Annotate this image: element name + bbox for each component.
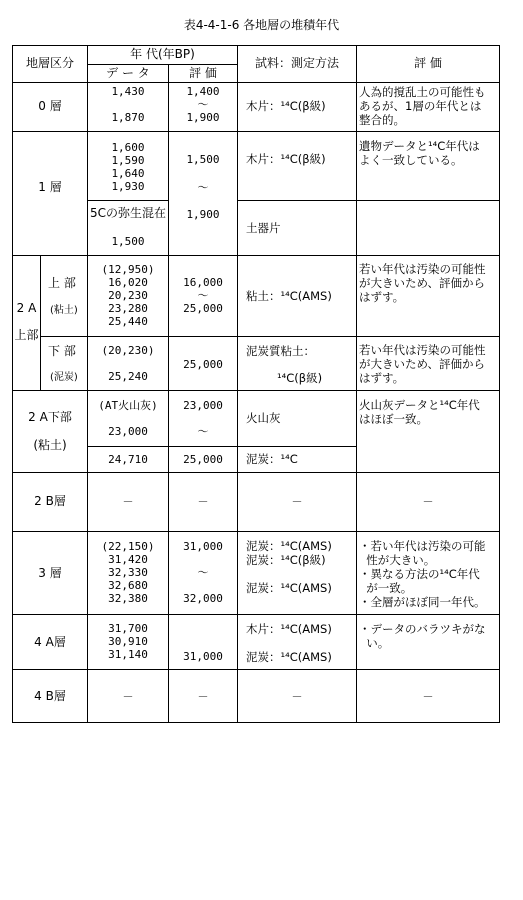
assessment-text: ・データのバラツキがな い。 — [359, 622, 486, 650]
age-data: (20,230) 25,240 — [101, 344, 155, 383]
assessment-text: 人為的撹乱土の可能性も あるが、1層の年代とは 整合的。 — [359, 85, 486, 127]
age-evaluation: － — [197, 690, 209, 703]
age-data: 24,710 — [108, 453, 148, 466]
age-data: (AT火山灰) 23,000 — [98, 399, 158, 438]
mixed-sample-note: 5Cの弥生混在 — [90, 206, 167, 220]
sample-method: 泥炭質粘土： — [246, 344, 315, 358]
sample-method: － — [291, 690, 303, 703]
sublayer-material: (泥炭) — [50, 372, 78, 383]
stratum-label: 1 層 — [38, 180, 62, 194]
age-data: (22,150) 31,420 32,330 32,680 32,380 — [101, 540, 155, 605]
sample-method-continued: ¹⁴C(β級) — [277, 371, 323, 385]
stratum-label: 3 層 — [38, 566, 62, 580]
age-evaluation: 16,000 ～ 25,000 — [183, 276, 223, 315]
stratum-label: 0 層 — [38, 99, 62, 113]
assessment-text: － — [422, 690, 434, 703]
age-evaluation-end: 1,900 — [186, 208, 220, 221]
age-evaluation-start: 1,500 — [186, 153, 220, 166]
sample-method: 木片：¹⁴C(AMS) 泥炭：¹⁴C(AMS) — [246, 622, 332, 664]
age-evaluation: 31,000 — [183, 650, 223, 663]
assessment-text: 遺物データと¹⁴C年代は よく一致している。 — [359, 139, 480, 167]
assessment-text: － — [422, 495, 434, 508]
stratum-label: 2 B層 — [34, 494, 66, 508]
sublayer-label: 上 部 — [48, 276, 76, 290]
sample-method: 泥炭：¹⁴C — [246, 452, 298, 466]
age-data: (12,950) 16,020 20,230 23,280 25,440 — [101, 263, 155, 328]
age-data: － — [122, 495, 134, 508]
age-evaluation: 25,000 — [183, 358, 223, 371]
stratum-label: 4 A層 — [34, 635, 66, 649]
assessment-text: ・若い年代は汚染の可能 性が大きい。 ・異なる方法の¹⁴C年代 が一致。 ・全層がほぼ同一年代。 — [359, 539, 486, 609]
age-data: 1,430 1,870 — [111, 85, 145, 124]
stratum-label: 2 A下部 — [28, 410, 72, 424]
table-caption: 表4-4-1-6 各地層の堆積年代 — [183, 18, 340, 32]
header-evaluation: 評 価 — [189, 66, 217, 80]
age-data: 1,500 — [111, 235, 145, 248]
sublayer-label: 下 部 — [48, 344, 76, 358]
stratum-sub-label: (粘土) — [33, 438, 67, 452]
age-evaluation: 31,000 ～ 32,000 — [183, 540, 223, 605]
age-data: 1,600 1,590 1,640 1,930 — [111, 141, 145, 193]
age-evaluation: － — [197, 495, 209, 508]
age-evaluation: 23,000 ～ — [183, 399, 223, 438]
sample-method: － — [291, 495, 303, 508]
age-evaluation: 25,000 — [183, 453, 223, 466]
sample-method: 土器片 — [246, 221, 281, 235]
stratum-label: 2 A — [16, 301, 37, 315]
sample-method: 泥炭：¹⁴C(AMS) 泥炭：¹⁴C(β級) 泥炭：¹⁴C(AMS) — [246, 539, 332, 595]
header-sample-method: 試料：測定方法 — [254, 56, 339, 70]
sample-method: 木片：¹⁴C(β級) — [246, 152, 326, 166]
assessment-text: 若い年代は汚染の可能性 が大きいため、評価から はずす。 — [359, 262, 486, 304]
header-data: デ ー タ — [106, 66, 150, 80]
age-evaluation-tilde: ～ — [197, 181, 209, 194]
stratum-sub-label: 上部 — [14, 328, 39, 342]
age-data: 31,700 30,910 31,140 — [108, 622, 148, 661]
age-evaluation: 1,400 ～ 1,900 — [186, 85, 220, 124]
header-age-group: 年 代(年BP) — [130, 47, 195, 61]
header-assessment: 評 価 — [414, 56, 442, 70]
age-data: － — [122, 690, 134, 703]
sample-method: 木片：¹⁴C(β級) — [246, 99, 326, 113]
assessment-text: 若い年代は汚染の可能性 が大きいため、評価から はずす。 — [359, 343, 486, 385]
assessment-text: 火山灰データと¹⁴C年代 はほぼ一致。 — [359, 398, 480, 426]
stratum-label: 4 B層 — [34, 689, 66, 703]
sublayer-material: (粘土) — [50, 305, 78, 316]
header-stratum: 地層区分 — [25, 56, 74, 70]
sample-method: 火山灰 — [246, 411, 281, 425]
sample-method: 粘土：¹⁴C(AMS) — [246, 289, 332, 303]
